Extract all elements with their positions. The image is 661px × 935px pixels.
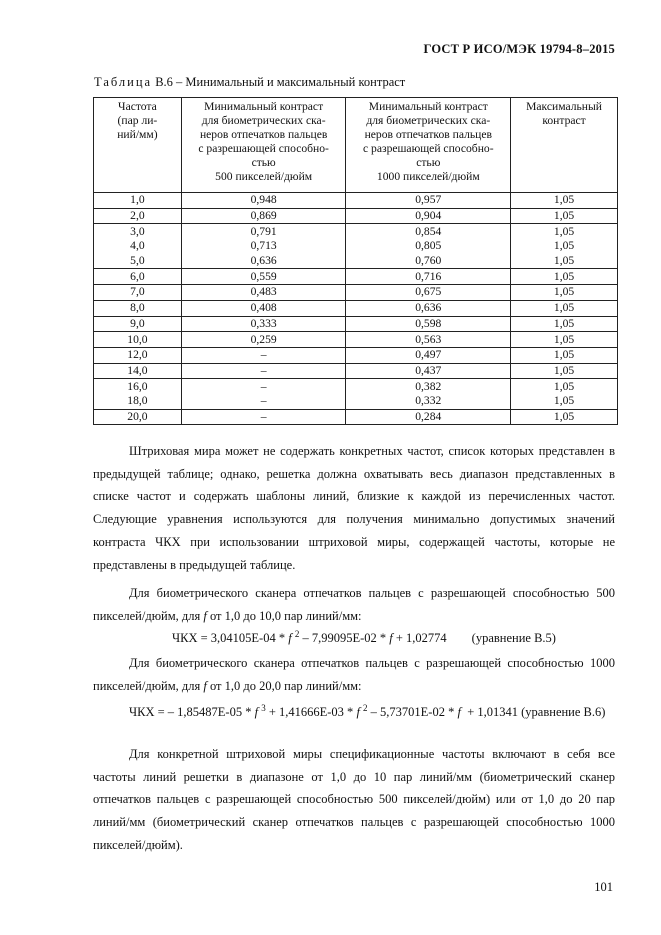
table-row <box>94 300 618 316</box>
max-contrast-cell: 1,05 <box>511 300 618 316</box>
min-contrast-500-cell: 0,483 <box>181 285 346 301</box>
contrast-table <box>93 97 618 425</box>
table-row <box>94 208 618 224</box>
frequency-cell: 12,0 <box>94 347 182 363</box>
min-contrast-500-cell: 0,259 <box>181 332 346 348</box>
max-contrast-cell: 1,05 <box>511 363 618 379</box>
table-row <box>94 193 618 209</box>
min-contrast-500-cell: 0,869 <box>181 208 346 224</box>
max-contrast-cell: 1,05 <box>511 239 618 254</box>
frequency-cell: 20,0 <box>94 409 182 425</box>
table-row <box>94 394 618 409</box>
frequency-cell: 7,0 <box>94 285 182 301</box>
min-contrast-1000-cell: 0,563 <box>346 332 511 348</box>
table-row <box>94 363 618 379</box>
min-contrast-500-cell: – <box>181 347 346 363</box>
max-contrast-cell: 1,05 <box>511 254 618 269</box>
min-contrast-1000-cell: 0,716 <box>346 269 511 285</box>
frequency-cell: 1,0 <box>94 193 182 209</box>
table-caption <box>94 75 405 90</box>
max-contrast-cell: 1,05 <box>511 269 618 285</box>
col-header-frequency: Частота (пар ли- ний/мм) <box>94 98 182 193</box>
table-row <box>94 409 618 425</box>
min-contrast-500-cell: – <box>181 409 346 425</box>
min-contrast-1000-cell: 0,332 <box>346 394 511 409</box>
paragraph-3: Для биометрического сканера отпечатков пальцев с разрешающей способностью 1000 пикселей/дюйм, для f от 1,0 до 20,0 пар линий/мм: <box>93 656 615 693</box>
document-header: ГОСТ Р ИСО/МЭК 19794-8–2015 <box>423 42 615 56</box>
max-contrast-cell: 1,05 <box>511 285 618 301</box>
frequency-cell: 18,0 <box>94 394 182 409</box>
min-contrast-1000-cell: 0,497 <box>346 347 511 363</box>
frequency-cell: 4,0 <box>94 239 182 254</box>
min-contrast-1000-cell: 0,904 <box>346 208 511 224</box>
min-contrast-1000-cell: 0,598 <box>346 316 511 332</box>
min-contrast-500-cell: – <box>181 394 346 409</box>
min-contrast-1000-cell: 0,382 <box>346 379 511 394</box>
table-row <box>94 316 618 332</box>
frequency-cell: 16,0 <box>94 379 182 394</box>
paragraph-2: Для биометрического сканера отпечатков пальцев с разрешающей способностью 500 пикселей/дюйм, для f от 1,0 до 10,0 пар линий/мм: <box>93 586 615 623</box>
col-header-min-1000: Минимальный контраст для биометрических ска- неров отпечатков пальцев с разрешающей способно- стью 1000 пикселей/дюйм <box>346 98 511 193</box>
paragraph-1: Штриховая мира может не содержать конкретных частот, список которых представлен в предыдущей таблице; однако, решетка должна охватывать весь диапазон представленных в списке частот и содержать шаблоны линий, близкие к каждой из перечисленных частот. Следующие уравнения используются для получения минимально допустимых значений контраста ЧКХ при использовании штриховой миры, содержащей частоты, которые не представлены в предыдущей таблице. <box>93 444 615 572</box>
min-contrast-500-cell: 0,408 <box>181 300 346 316</box>
table-row <box>94 332 618 348</box>
col-header-min-500: Минимальный контраст для биометрических ска- неров отпечатков пальцев с разрешающей способно- стью 500 пикселей/дюйм <box>181 98 346 193</box>
col-header-max: Максимальный контраст <box>511 98 618 193</box>
table-body <box>94 193 618 425</box>
max-contrast-cell: 1,05 <box>511 347 618 363</box>
table-row <box>94 239 618 254</box>
page-number: 101 <box>594 880 613 894</box>
min-contrast-1000-cell: 0,805 <box>346 239 511 254</box>
frequency-cell: 8,0 <box>94 300 182 316</box>
min-contrast-500-cell: – <box>181 363 346 379</box>
max-contrast-cell: 1,05 <box>511 224 618 239</box>
table-row <box>94 224 618 239</box>
min-contrast-1000-cell: 0,284 <box>346 409 511 425</box>
table-row <box>94 269 618 285</box>
max-contrast-cell: 1,05 <box>511 394 618 409</box>
min-contrast-500-cell: 0,713 <box>181 239 346 254</box>
max-contrast-cell: 1,05 <box>511 193 618 209</box>
formula-b5: ЧКХ = 3,04105E-04 * f $^2$ – 7,99095E-02 * f + 1,02774 (уравнение В.5) <box>172 629 556 646</box>
max-contrast-cell: 1,05 <box>511 316 618 332</box>
min-contrast-500-cell: 0,791 <box>181 224 346 239</box>
max-contrast-cell: 1,05 <box>511 208 618 224</box>
frequency-cell: 3,0 <box>94 224 182 239</box>
max-contrast-cell: 1,05 <box>511 332 618 348</box>
frequency-cell: 9,0 <box>94 316 182 332</box>
max-contrast-cell: 1,05 <box>511 409 618 425</box>
table-row <box>94 347 618 363</box>
frequency-cell: 14,0 <box>94 363 182 379</box>
formula-b6: ЧКХ = – 1,85487E-05 * f $^3$ + 1,41666E-03 * f $^2$ – 5,73701E-02 * f + 1,01341 (уравнение В.6) <box>129 703 606 720</box>
min-contrast-1000-cell: 0,760 <box>346 254 511 269</box>
frequency-cell: 10,0 <box>94 332 182 348</box>
frequency-cell: 5,0 <box>94 254 182 269</box>
min-contrast-1000-cell: 0,675 <box>346 285 511 301</box>
frequency-cell: 2,0 <box>94 208 182 224</box>
min-contrast-500-cell: 0,559 <box>181 269 346 285</box>
min-contrast-500-cell: – <box>181 379 346 394</box>
table-row <box>94 379 618 394</box>
caption-prefix: Таблица <box>94 75 153 89</box>
paragraph-4: Для конкретной штриховой миры спецификационные частоты включают в себя все частоты линий решетки в диапазоне от 1,0 до 10 пар линий/мм (биометрический сканер отпечатков пальцев с разрешающей способностью 500 пикселей/дюйм) или от 1,0 до 20 пар линий/мм (биометрический сканер отпечатков пальцев с разрешающей способностью 1000 пикселей/дюйм). <box>93 747 615 852</box>
table-row <box>94 254 618 269</box>
frequency-cell: 6,0 <box>94 269 182 285</box>
caption-title: В.6 – Минимальный и максимальный контраст <box>152 75 406 89</box>
min-contrast-500-cell: 0,948 <box>181 193 346 209</box>
min-contrast-500-cell: 0,333 <box>181 316 346 332</box>
table-row <box>94 285 618 301</box>
min-contrast-500-cell: 0,636 <box>181 254 346 269</box>
min-contrast-1000-cell: 0,437 <box>346 363 511 379</box>
min-contrast-1000-cell: 0,957 <box>346 193 511 209</box>
min-contrast-1000-cell: 0,854 <box>346 224 511 239</box>
max-contrast-cell: 1,05 <box>511 379 618 394</box>
min-contrast-1000-cell: 0,636 <box>346 300 511 316</box>
